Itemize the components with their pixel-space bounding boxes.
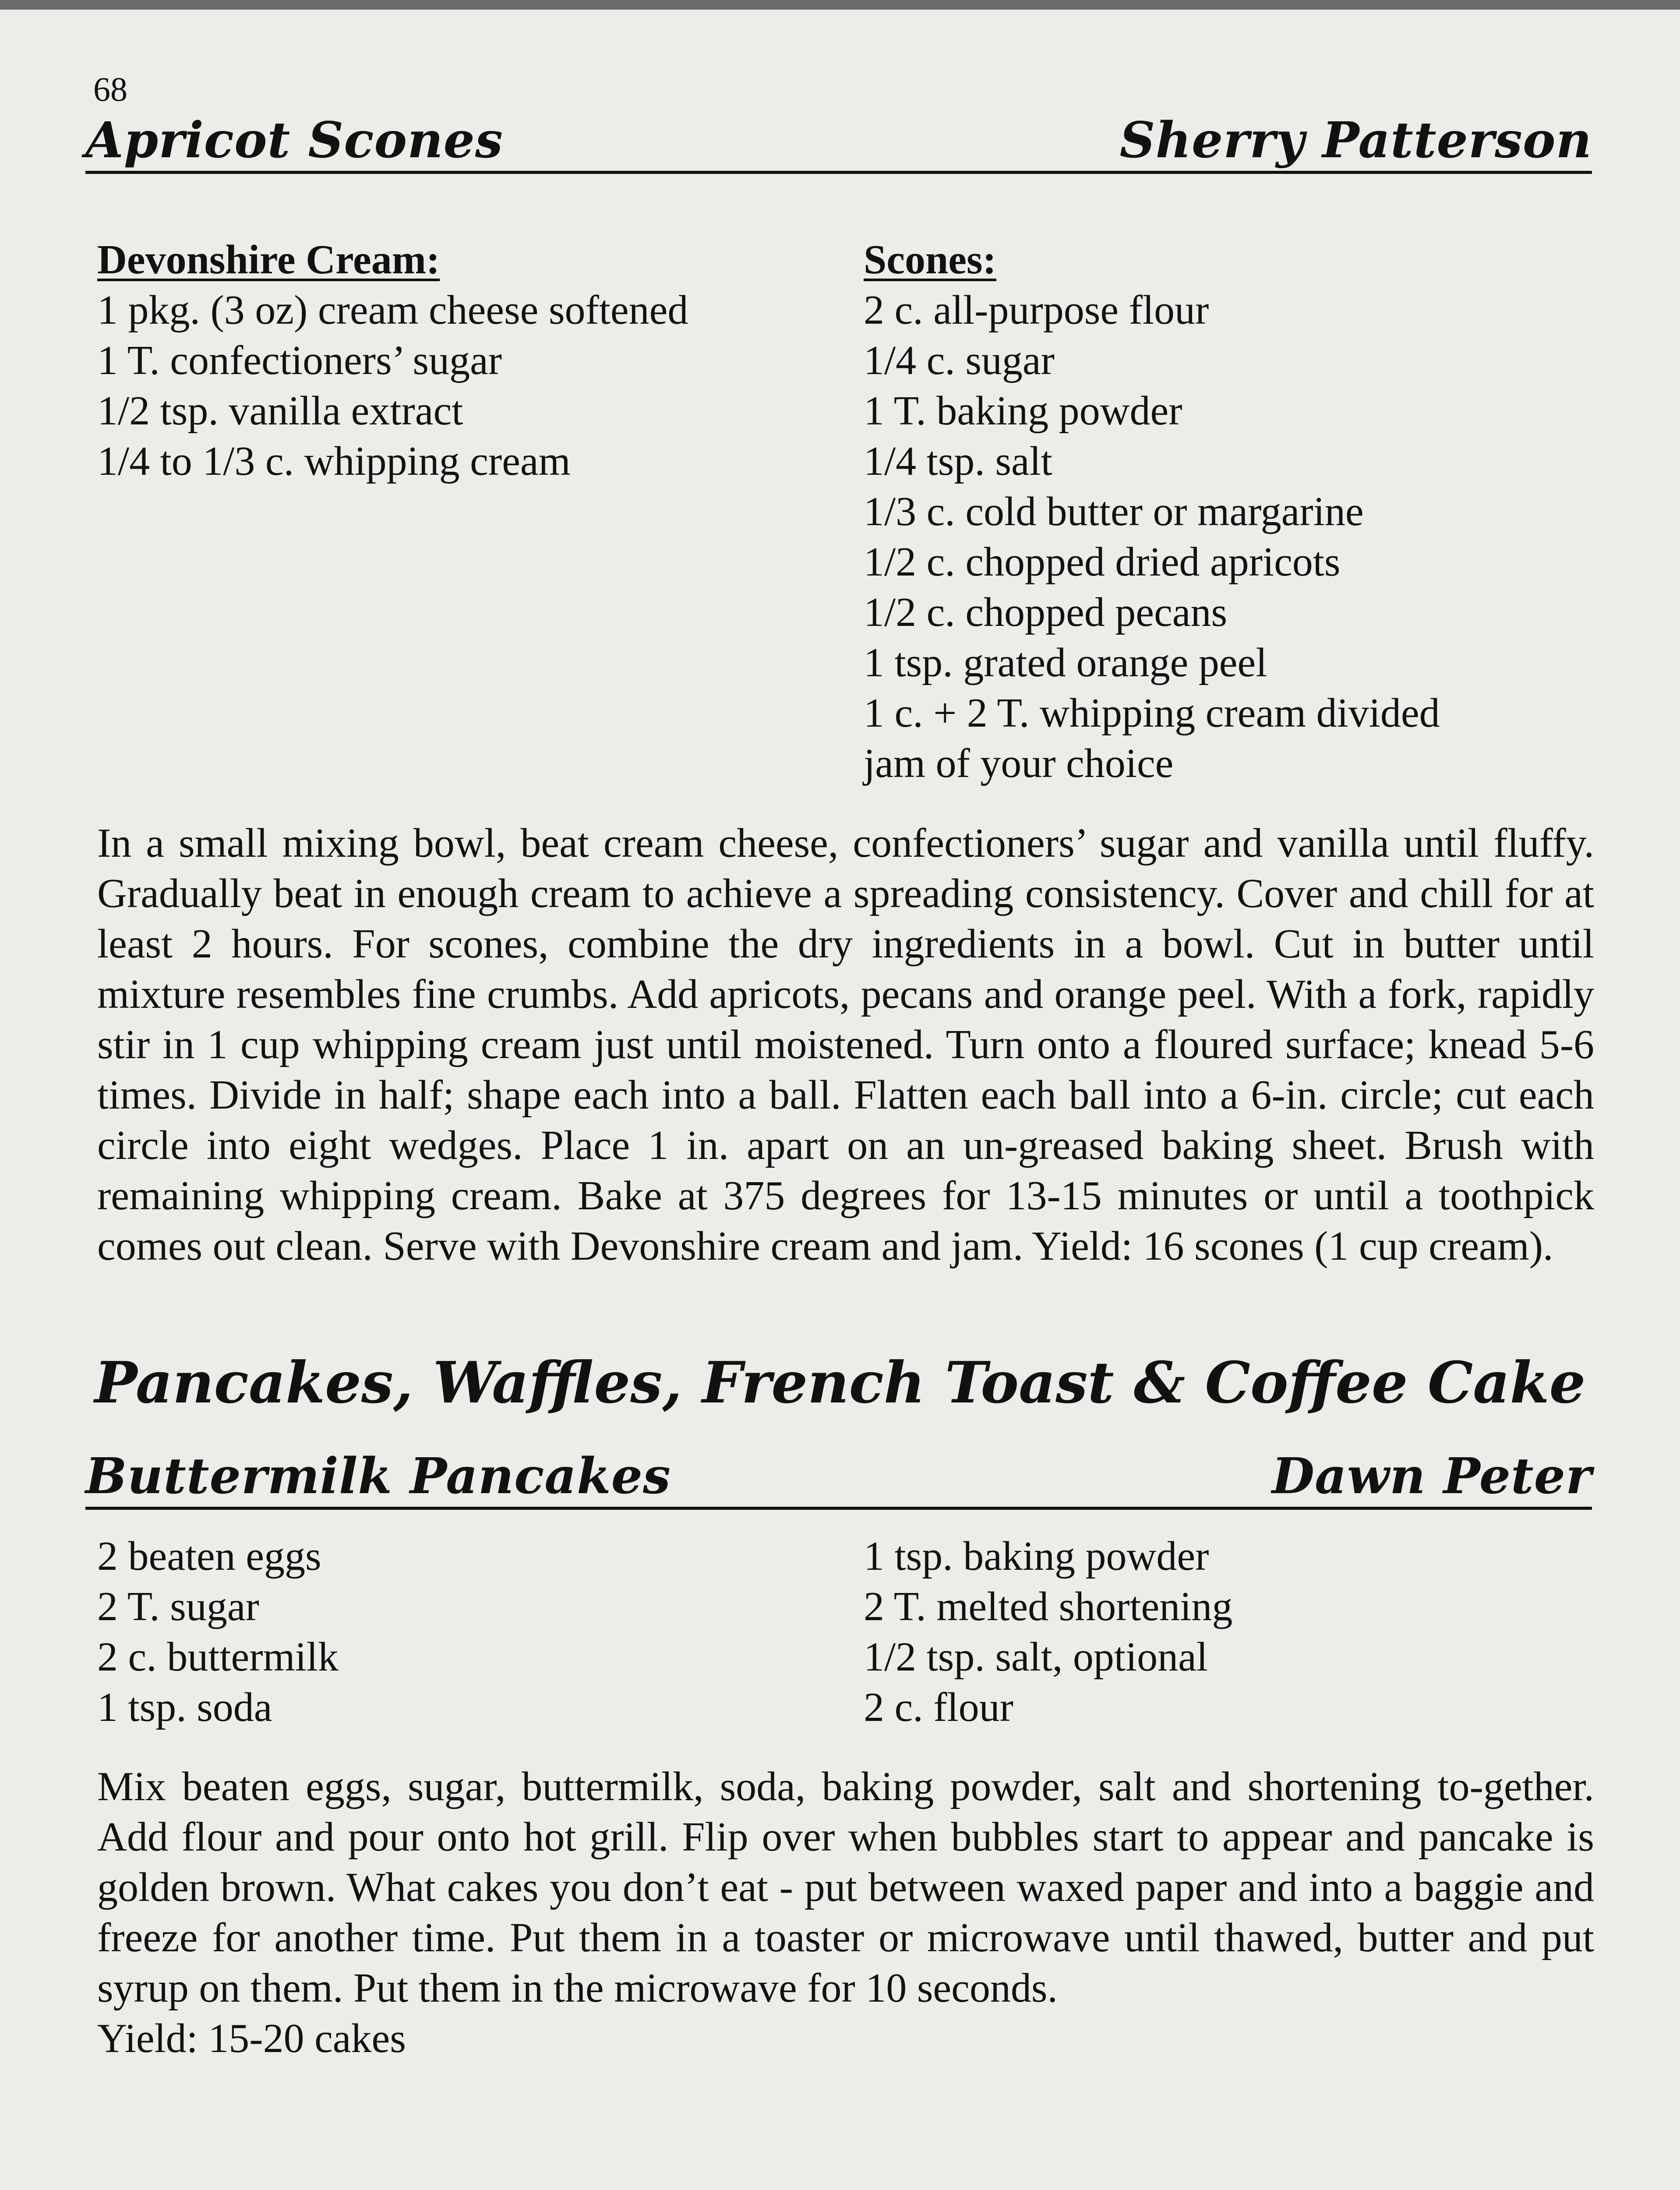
devonshire-cream-list (97, 235, 688, 487)
ingredient: 1/4 c. sugar (864, 338, 1055, 383)
pancakes-ingredients-left (97, 1531, 339, 1733)
ingredient: 1/2 tsp. salt, optional (864, 1634, 1208, 1680)
ingredient: 1 T. confectioners’ sugar (97, 338, 502, 383)
recipe-author-sherry-patterson: Sherry Patterson (1119, 112, 1592, 169)
ingredient: 1 T. baking powder (864, 388, 1182, 434)
ingredient: 2 T. sugar (97, 1584, 259, 1629)
apricot-scones-directions: In a small mixing bowl, beat cream cheese, confectioners’ sugar and vanilla until fluffy. Gradually beat in enough cream to achieve a spreading consistency. Cover and chill for at least 2 hours. For scones, combine the dry ingredients in a bowl. Cut in butter until mixture resembles fine crumbs. Add apricots, pecans and orange peel. With a fork, rapidly stir in 1 cup whipping cream just until moistened. Turn onto a floured surface; knead 5-6 times. Divide in half; shape each into a ball. Flatten each ball into a 6-in. circle; cut each circle into eight wedges. Place 1 in. apart on an un-greased baking sheet. Brush with remaining whipping cream. Bake at 375 degrees for 13-15 minutes or until a toothpick comes out clean. Serve with Devonshire cream and jam. Yield: 16 scones (1 cup cream). (97, 820, 1594, 1269)
scones-list (864, 235, 1440, 789)
recipe-author-dawn-peter: Dawn Peter (1272, 1448, 1592, 1505)
pancakes-yield: Yield: 15-20 cakes (97, 2016, 406, 2061)
ingredient: 1/2 c. chopped dried apricots (864, 539, 1341, 585)
ingredient: 1/2 c. chopped pecans (864, 590, 1228, 635)
ingredient: 1/3 c. cold butter or margarine (864, 489, 1364, 534)
ingredient: 1 tsp. soda (97, 1685, 272, 1730)
devonshire-cream-heading: Devonshire Cream: (97, 237, 440, 283)
apricot-title-row (85, 105, 1592, 174)
ingredient: 1 pkg. (3 oz) cream cheese softened (97, 287, 688, 333)
ingredient: 1 c. + 2 T. whipping cream divided (864, 690, 1440, 736)
scan-top-edge (0, 0, 1680, 10)
ingredient: 2 c. buttermilk (97, 1634, 339, 1680)
ingredient: 1 tsp. baking powder (864, 1533, 1209, 1579)
ingredient: jam of your choice (864, 741, 1174, 786)
pancakes-ingredients-right (864, 1531, 1232, 1733)
scones-heading: Scones: (864, 237, 996, 283)
ingredient: 1 tsp. grated orange peel (864, 640, 1267, 685)
recipe-title-buttermilk-pancakes: Buttermilk Pancakes (85, 1448, 671, 1505)
ingredient: 2 beaten eggs (97, 1533, 321, 1579)
ingredient: 2 c. all-purpose flour (864, 287, 1209, 333)
ingredient: 2 c. flour (864, 1685, 1013, 1730)
ingredient: 1/4 to 1/3 c. whipping cream (97, 438, 571, 484)
ingredient: 2 T. melted shortening (864, 1584, 1233, 1629)
pancakes-directions-text: Mix beaten eggs, sugar, buttermilk, soda, baking powder, salt and shortening to-gether. Add flour and pour onto hot grill. Flip over when bubbles start to appear and pancake is golden brown. What cakes you don’t eat - put between waxed paper and into a baggie and freeze for another time. Put them in a toaster or microwave until thawed, butter and put syrup on them. Put them in the microwave for 10 seconds. (97, 1764, 1594, 2011)
section-title: Pancakes, Waffles, French Toast & Coffee Cake (94, 1349, 1586, 1416)
ingredient: 1/2 tsp. vanilla extract (97, 388, 463, 434)
pancakes-title-row (85, 1441, 1592, 1510)
ingredient: 1/4 tsp. salt (864, 438, 1052, 484)
recipe-title-apricot-scones: Apricot Scones (85, 112, 503, 169)
buttermilk-pancakes-directions (97, 1762, 1594, 2064)
page-number: 68 (93, 70, 127, 108)
